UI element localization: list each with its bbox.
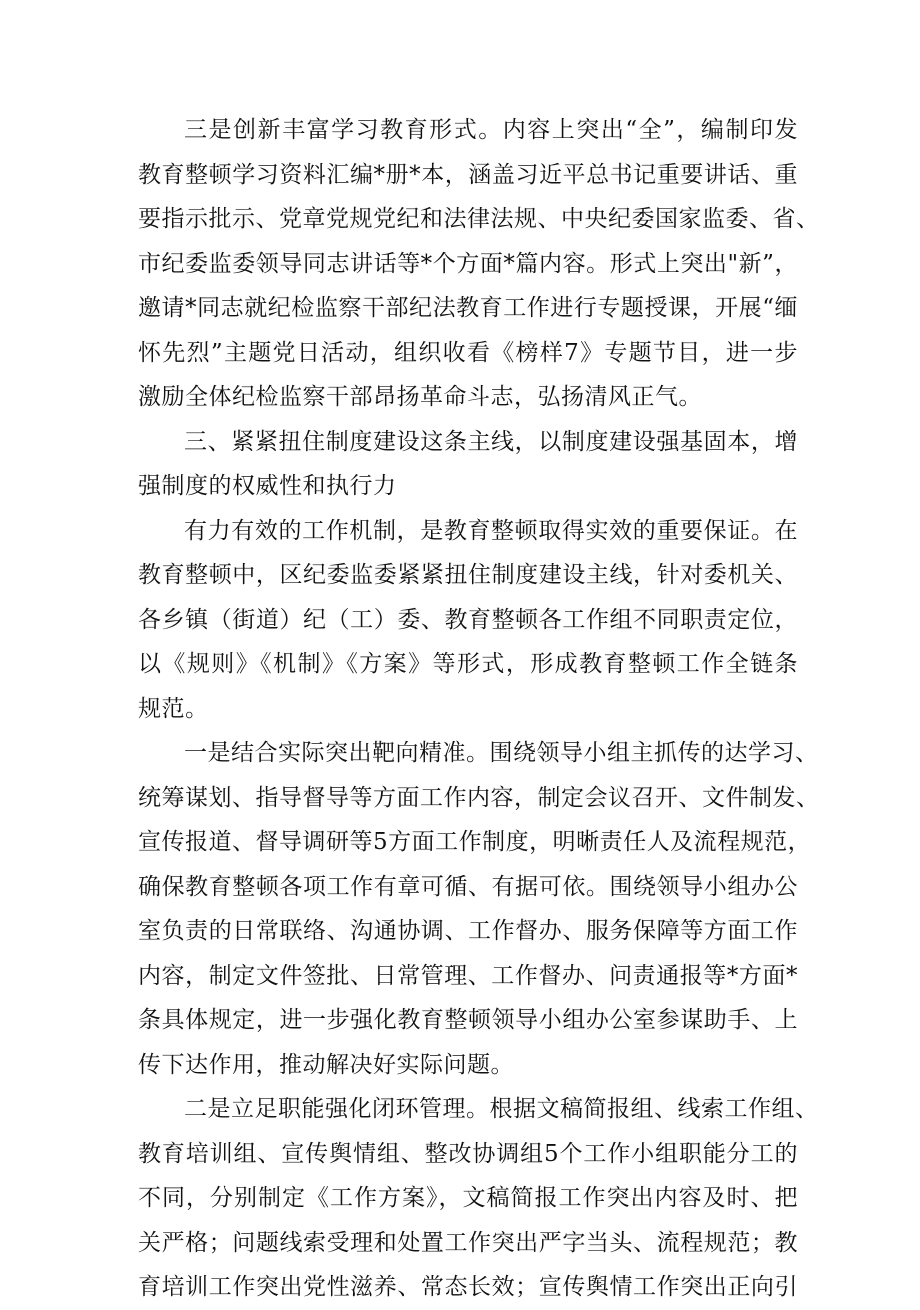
heading-line: 强制度的权威性和执行力 <box>138 473 397 499</box>
text-line: 内容，制定文件签批、日常管理、工作督办、问责通报等*方面* <box>138 962 798 989</box>
text-line: 确保教育整顿各项工作有章可循、有据可依。围绕领导小组办公 <box>138 873 798 900</box>
text-line: 统筹谋划、指导督导等方面工作内容，制定会议召开、文件制发、 <box>138 784 820 811</box>
document-body <box>138 108 820 1310</box>
text-line: 市纪委监委领导同志讲话等*个方面*篇内容。形式上突出"新”， <box>138 250 798 277</box>
text-line: 室负责的日常联络、沟通协调、工作督办、服务保障等方面工作 <box>138 918 798 944</box>
text-line: 激励全体纪检监察干部昂扬革命斗志，弘扬清风正气。 <box>138 384 702 410</box>
text-line: 关严格；问题线索受理和处置工作突出严字当头、流程规范；教 <box>138 1229 798 1256</box>
paragraph-work-mechanism <box>138 509 798 732</box>
text-line: 宣传报道、督导调研等5方面工作制度，明晰责任人及流程规范， <box>138 829 812 855</box>
text-line: 三是创新丰富学习教育形式。内容上突出“全”，编制印发 <box>184 117 798 143</box>
heading-line: 三、紧紧扭住制度建设这条主线，以制度建设强基固本，增 <box>184 428 798 455</box>
text-line: 育培训工作突出党性滋养、常态长效；宣传舆情工作突出正向引 <box>138 1274 798 1300</box>
paragraph-study-forms <box>138 108 820 420</box>
text-line: 要指示批示、党章党规党纪和法律法规、中央纪委国家监委、省、 <box>138 206 820 232</box>
text-line: 一是结合实际突出靶向精准。围绕领导小组主抓传的达学习、 <box>184 740 819 766</box>
text-line: 教育培训组、宣传舆情组、整改协调组5个工作小组职能分工的 <box>138 1140 798 1167</box>
text-line: 传下达作用，推动解决好实际问题。 <box>138 1051 514 1078</box>
text-line: 有力有效的工作机制，是教育整顿取得实效的重要保证。在 <box>184 517 798 544</box>
paragraph-closed-loop <box>138 1087 819 1310</box>
text-line: 以《规则》《机制》《方案》等形式，形成教育整顿工作全链条 <box>138 651 798 677</box>
text-line: 教育整顿中，区纪委监委紧紧扭住制度建设主线，针对委机关、 <box>138 562 798 588</box>
text-line: 邀请*同志就纪检监察干部纪法教育工作进行专题授课，开展“缅 <box>138 295 798 321</box>
section-heading-three <box>138 420 798 509</box>
text-line: 各乡镇（街道）纪（工）委、教育整顿各工作组不同职责定位， <box>138 606 798 633</box>
paragraph-targeted-precision <box>138 731 820 1087</box>
text-line: 规范。 <box>138 695 209 722</box>
text-line: 不同，分别制定《工作方案》，文稿简报工作突出内容及时、把 <box>138 1185 798 1211</box>
text-line: 条具体规定，进一步强化教育整顿领导小组办公室参谋助手、上 <box>138 1007 798 1033</box>
text-line: 怀先烈”主题党日活动，组织收看《榜样7》专题节目，进一步 <box>138 339 798 366</box>
text-line: 二是立足职能强化闭环管理。根据文稿简报组、线索工作组、 <box>184 1096 819 1122</box>
text-line: 教育整顿学习资料汇编*册*本，涵盖习近平总书记重要讲话、重 <box>138 161 798 188</box>
